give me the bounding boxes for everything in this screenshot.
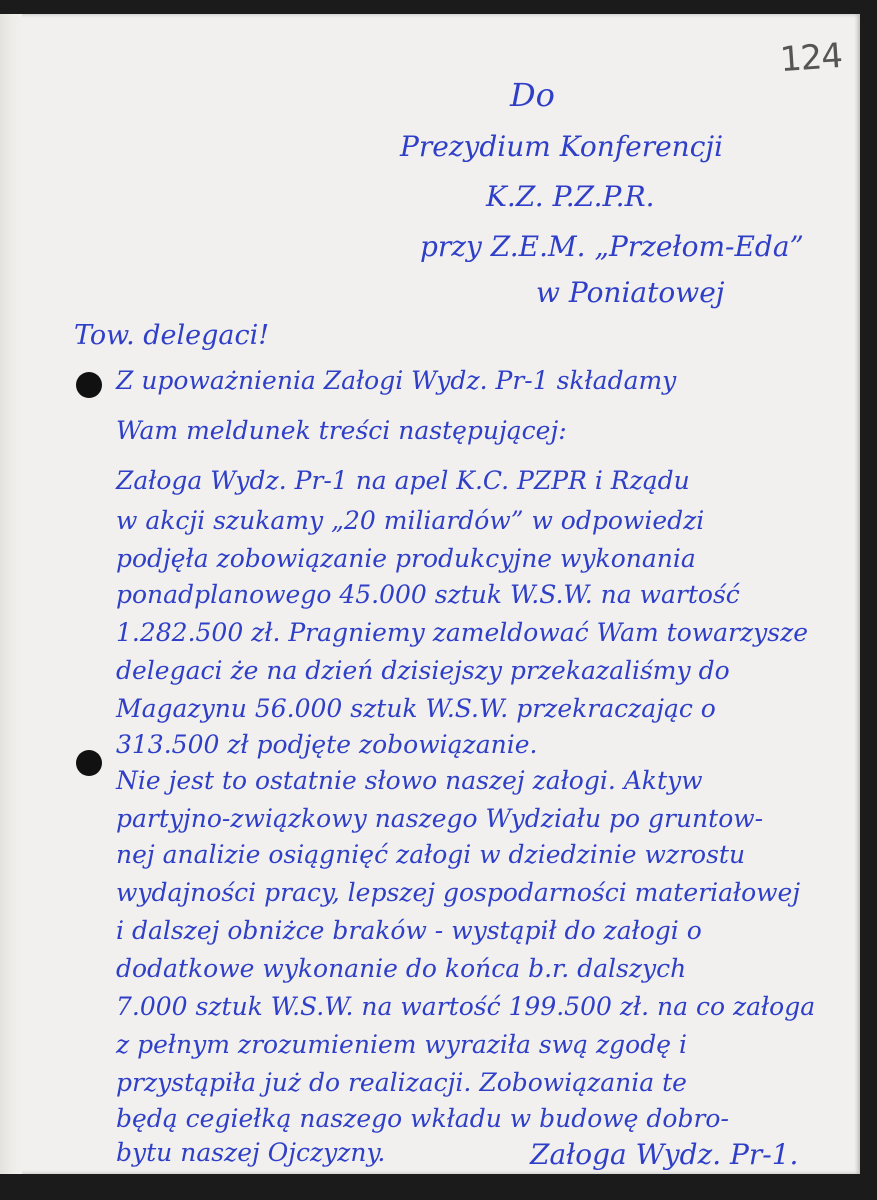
body-line: podjęła zobowiązanie produkcyjne wykonania [116,544,696,573]
body-line: dodatkowe wykonanie do końca b.r. dalszych [116,954,687,983]
salutation: Tow. delegaci! [74,320,270,351]
body-line: 1.282.500 zł. Pragniemy zameldować Wam towarzysze [116,618,809,647]
body-line: będą cegiełką naszego wkładu w budowę dobro- [116,1104,729,1133]
body-line: partyjno-związkowy naszego Wydziału po gruntow- [116,804,764,833]
body-line: nej analizie osiągnięć załogi w dziedzinie wzrostu [116,840,746,869]
page-number: 124 [778,35,844,81]
body-line: 313.500 zł podjęte zobowiązanie. [116,730,538,759]
address-line-presidium: Prezydium Konferencji [400,130,724,163]
body-line: wydajności pracy, lepszej gospodarności materiałowej [116,878,801,907]
punch-hole-top [76,372,102,398]
binding-edge [0,14,22,1174]
body-line: delegaci że na dzień dzisiejszy przekazaliśmy do [116,656,730,685]
body-line: z pełnym zrozumieniem wyraziła swą zgodę i [116,1030,687,1059]
body-line: ponadplanowego 45.000 sztuk W.S.W. na wartość [116,580,740,609]
body-line: Wam meldunek treści następującej: [116,416,567,445]
body-line: Nie jest to ostatnie słowo naszej załogi. Aktyw [116,766,703,795]
body-line: Magazynu 56.000 sztuk W.S.W. przekraczając o [116,694,716,723]
address-line-kz-pzpr: K.Z. P.Z.P.R. [486,180,655,213]
body-line: przystąpiła już do realizacji. Zobowiązania te [116,1068,687,1097]
address-line-do: Do [510,76,555,114]
body-line: bytu naszej Ojczyzny. [116,1138,386,1167]
signature: Załoga Wydz. Pr-1. [530,1138,799,1171]
document-page [0,14,860,1174]
address-line-place: w Poniatowej [536,276,725,309]
body-line: i dalszej obniżce braków - wystąpił do załogi o [116,916,702,945]
body-line: w akcji szukamy „20 miliardów” w odpowiedzi [116,506,705,535]
body-line: Z upoważnienia Załogi Wydz. Pr-1 składamy [116,366,677,395]
address-line-factory: przy Z.E.M. „Przełom-Eda” [420,230,804,263]
body-line: 7.000 sztuk W.S.W. na wartość 199.500 zł. na co załoga [116,992,816,1021]
body-line: Załoga Wydz. Pr-1 na apel K.C. PZPR i Rządu [116,466,690,495]
punch-hole-bottom [76,750,102,776]
